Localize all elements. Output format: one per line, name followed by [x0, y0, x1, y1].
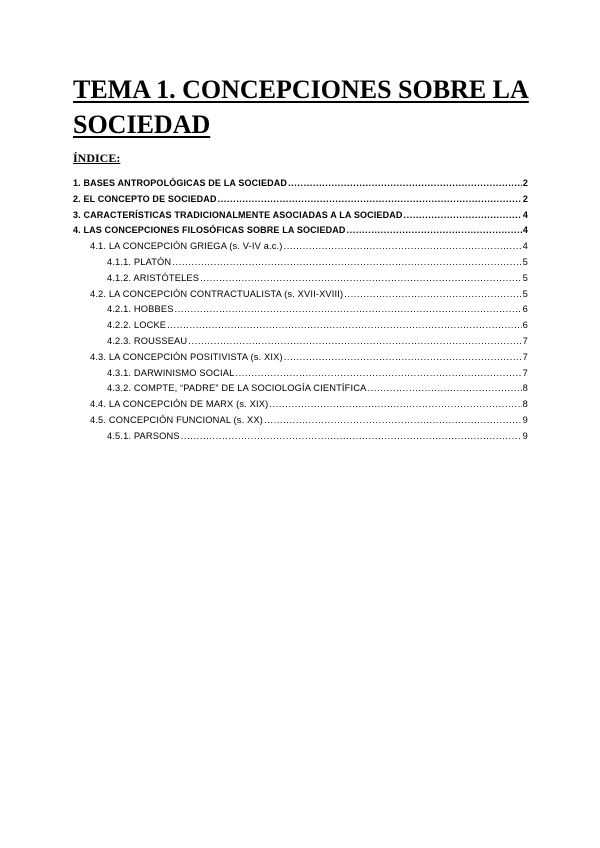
toc-dot-leader: [269, 399, 521, 409]
toc-entry-page-number: 2: [522, 193, 528, 204]
index-heading: ÍNDICE:: [73, 151, 121, 165]
toc-dot-leader: [181, 431, 522, 441]
toc-entry-page-number: 4: [522, 209, 528, 220]
toc-entry-label: 4.2. LA CONCEPCIÓN CONTRACTUALISTA (s. XVII-XVIII): [90, 288, 344, 299]
toc-entry-label: 4.1.1. PLATÓN: [107, 256, 172, 267]
toc-dot-leader: [200, 273, 522, 283]
toc-dot-leader: [367, 383, 521, 393]
toc-dot-leader: [288, 178, 522, 188]
toc-entry-page-number: 7: [522, 351, 528, 362]
toc-dot-leader: [404, 210, 522, 220]
toc-entry-page-number: 4: [522, 241, 528, 252]
toc-entry[interactable]: [73, 304, 528, 320]
toc-dot-leader: [284, 352, 522, 362]
toc-entry[interactable]: [73, 273, 528, 289]
toc-entry[interactable]: [73, 431, 528, 447]
toc-entry-label: 4.2.2. LOCKE: [107, 320, 167, 331]
toc-entry[interactable]: [73, 194, 528, 210]
toc-entry-label: 4.3.1. DARWINISMO SOCIAL: [107, 367, 235, 378]
toc-entry-label: 3. CARACTERÍSTICAS TRADICIONALMENTE ASOCIADAS A LA SOCIEDAD: [73, 209, 403, 220]
toc-dot-leader: [175, 304, 522, 314]
toc-dot-leader: [188, 336, 521, 346]
toc-dot-leader: [235, 368, 521, 378]
toc-entry-page-number: 8: [522, 399, 528, 410]
toc-dot-leader: [264, 415, 522, 425]
toc-entry-page-number: 5: [522, 288, 528, 299]
toc-dot-leader: [284, 241, 522, 251]
toc-entry-page-number: 4: [522, 225, 528, 236]
toc-dot-leader: [172, 257, 521, 267]
toc-entry[interactable]: [73, 241, 528, 257]
toc-entry-label: 2. EL CONCEPTO DE SOCIEDAD: [73, 193, 217, 204]
toc-dot-leader: [347, 225, 522, 235]
toc-entry-page-number: 9: [522, 430, 528, 441]
toc-entry-page-number: 6: [522, 304, 528, 315]
toc-entry[interactable]: [73, 210, 528, 226]
toc-dot-leader: [344, 289, 521, 299]
toc-entry-label: 1. BASES ANTROPOLÓGICAS DE LA SOCIEDAD: [73, 178, 288, 188]
toc-entry-page-number: 5: [522, 256, 528, 267]
toc-entry[interactable]: [73, 178, 528, 194]
toc-entry-label: 4.5.1. PARSONS: [107, 430, 180, 441]
toc-entry-label: 4.1. LA CONCEPCIÓN GRIEGA (s. V-IV a.c.): [90, 241, 283, 252]
toc-entry[interactable]: [73, 352, 528, 368]
toc-entry-page-number: 9: [522, 414, 528, 425]
toc-entry-label: 4.2.3. ROUSSEAU: [107, 335, 188, 346]
toc-entry-page-number: 8: [522, 383, 528, 394]
toc-entry[interactable]: [73, 320, 528, 336]
toc-entry-label: 4.3. LA CONCEPCIÓN POSITIVISTA (s. XIX): [90, 351, 283, 362]
document-title: TEMA 1. CONCEPCIONES SOBRE LA SOCIEDAD: [73, 75, 529, 139]
toc-entry[interactable]: [73, 399, 528, 415]
toc-entry-label: 4.2.1. HOBBES: [107, 304, 174, 315]
toc-entry-label: 4. LAS CONCEPCIONES FILOSÓFICAS SOBRE LA SOCIEDAD: [73, 225, 346, 236]
toc-entry-page-number: 7: [522, 367, 528, 378]
toc-entry-page-number: 7: [522, 335, 528, 346]
toc-entry[interactable]: [73, 368, 528, 384]
toc-entry[interactable]: [73, 336, 528, 352]
toc-entry-label: 4.1.2. ARISTÓTELES: [107, 272, 200, 283]
toc-entry-label: 4.4. LA CONCEPCIÓN DE MARX (s. XIX): [90, 399, 269, 410]
toc-dot-leader: [218, 194, 522, 204]
toc-entry-page-number: 2: [522, 178, 528, 188]
toc-entry[interactable]: [73, 383, 528, 399]
toc-entry[interactable]: [73, 225, 528, 241]
toc-entry-label: 4.5. CONCEPCIÓN FUNCIONAL (s. XX): [90, 414, 264, 425]
toc-entry[interactable]: [73, 415, 528, 431]
toc-entry-label: 4.3.2. COMPTE, “PADRE” DE LA SOCIOLOGÍA CIENTÍFICA: [107, 383, 367, 394]
toc-entry-page-number: 5: [522, 272, 528, 283]
toc-entry[interactable]: [73, 257, 528, 273]
toc-entry-page-number: 6: [522, 320, 528, 331]
toc-entry[interactable]: [73, 289, 528, 305]
toc-dot-leader: [167, 320, 522, 330]
table-of-contents: [73, 178, 528, 447]
